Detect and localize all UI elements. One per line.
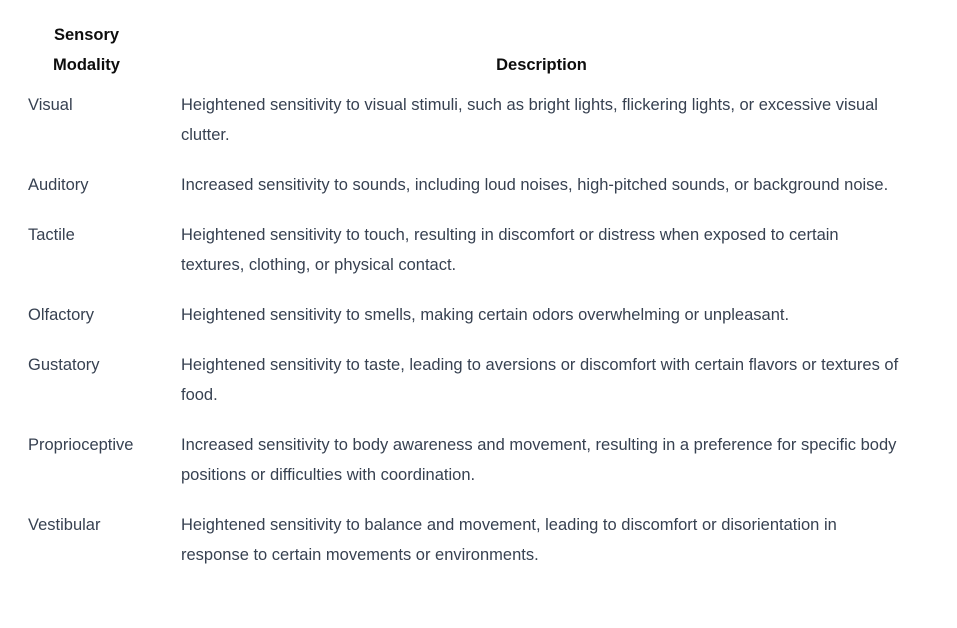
description-cell: Heightened sensitivity to visual stimuli, such as bright lights, flickering lights, or excessive visual clutter. — [181, 96, 878, 144]
description-cell: Heightened sensitivity to smells, making certain odors overwhelming or unpleasant. — [181, 306, 790, 324]
modality-cell: Auditory — [28, 176, 89, 194]
table-row — [10, 510, 910, 590]
modality-cell: Gustatory — [28, 356, 100, 374]
table-row — [10, 300, 910, 350]
modality-cell: Tactile — [28, 226, 75, 244]
table-body — [10, 90, 910, 590]
modality-cell: Proprioceptive — [28, 436, 134, 454]
table-row — [10, 220, 910, 300]
column-header-description: Description — [496, 56, 587, 74]
table-row — [10, 90, 910, 170]
modality-cell: Olfactory — [28, 306, 95, 324]
column-header-modality: Sensory Modality — [53, 26, 120, 74]
description-cell: Increased sensitivity to sounds, including loud noises, high-pitched sounds, or background noise. — [181, 176, 889, 194]
table-row — [10, 350, 910, 430]
table-row — [10, 170, 910, 220]
description-cell: Heightened sensitivity to balance and movement, leading to discomfort or disorientation in response to certain movements or environments. — [181, 516, 837, 564]
description-cell: Increased sensitivity to body awareness and movement, resulting in a preference for specific body positions or difficulties with coordination. — [181, 436, 897, 484]
modality-cell: Vestibular — [28, 516, 101, 534]
description-cell: Heightened sensitivity to touch, resulting in discomfort or distress when exposed to certain textures, clothing, or physical contact. — [181, 226, 839, 274]
description-cell: Heightened sensitivity to taste, leading to aversions or discomfort with certain flavors or textures of food. — [181, 356, 899, 404]
sensory-modality-table — [10, 20, 910, 590]
header-row — [10, 20, 910, 90]
table-row — [10, 430, 910, 510]
modality-cell: Visual — [28, 96, 73, 114]
table-header — [10, 20, 910, 90]
